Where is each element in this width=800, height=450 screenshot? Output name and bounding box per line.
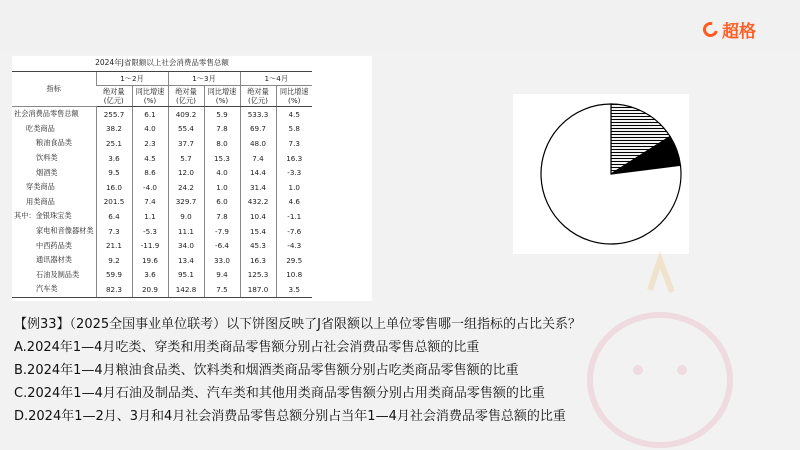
header-indicator: 指标 — [12, 72, 96, 107]
table-cell: 6.1 — [132, 107, 168, 122]
table-cell: 4.5 — [276, 107, 312, 122]
table-cell: 9.5 — [96, 165, 132, 180]
table-cell: 16.0 — [96, 180, 132, 195]
row-label: 穿类商品 — [26, 182, 55, 192]
table-cell: 7.3 — [96, 224, 132, 239]
table-cell: 7.5 — [204, 282, 240, 297]
table-cell: 3.5 — [276, 282, 312, 297]
table-cell: 16.3 — [276, 151, 312, 166]
table-cell: 142.8 — [168, 282, 204, 297]
table-row — [12, 180, 312, 195]
table-row — [12, 253, 312, 268]
header-growth: 同比增速 (%) — [276, 86, 312, 107]
table-row — [12, 151, 312, 166]
header-period: 1～2月 — [96, 72, 168, 86]
table-cell: 29.5 — [276, 253, 312, 268]
table-cell: 8.6 — [132, 165, 168, 180]
table-cell: 7.4 — [132, 195, 168, 210]
table-cell: -6.4 — [204, 238, 240, 253]
option-d[interactable]: D.2024年1—2月、3月和4月社会消费品零售总额分别占当年1—4月社会消费品零售总额的比重 — [14, 409, 566, 424]
data-table-panel — [12, 56, 372, 301]
table-cell: 201.5 — [96, 195, 132, 210]
table-cell: 69.7 — [240, 122, 276, 137]
table-row — [12, 122, 312, 137]
question-stem: 【例33】（2025全国事业单位联考）以下饼图反映了J省限额以上单位零售哪一组指标的占比关系？ — [14, 317, 581, 332]
table-cell: 9.4 — [204, 268, 240, 283]
table-cell: -7.9 — [204, 224, 240, 239]
table-cell: 7.4 — [240, 151, 276, 166]
header-growth: 同比增速 (%) — [204, 86, 240, 107]
table-cell: -7.6 — [276, 224, 312, 239]
table-cell: 31.4 — [240, 180, 276, 195]
table-cell: 533.3 — [240, 107, 276, 122]
table-cell: 21.1 — [96, 238, 132, 253]
table-cell: 16.3 — [240, 253, 276, 268]
brand-logo — [703, 18, 756, 40]
row-label: 吃类商品 — [26, 123, 55, 133]
table-cell: 1.1 — [132, 209, 168, 224]
table-cell: 11.1 — [168, 224, 204, 239]
table-cell: 15.3 — [204, 151, 240, 166]
option-c[interactable]: C.2024年1—4月石油及制品类、汽车类和其他用类商品零售额分别占用类商品零售额的比重 — [14, 386, 545, 401]
table-cell: 2.3 — [132, 136, 168, 151]
table-row — [12, 165, 312, 180]
table-cell: 10.4 — [240, 209, 276, 224]
table-cell: 55.4 — [168, 122, 204, 137]
table-cell: 255.7 — [96, 107, 132, 122]
table-cell: 12.0 — [168, 165, 204, 180]
table-cell: 3.6 — [96, 151, 132, 166]
table-cell: 34.0 — [168, 238, 204, 253]
header-growth: 同比增速 (%) — [132, 86, 168, 107]
table-cell: 7.8 — [204, 122, 240, 137]
table-cell: 37.7 — [168, 136, 204, 151]
table-cell: 82.3 — [96, 282, 132, 297]
table-cell: 4.0 — [132, 122, 168, 137]
table-cell: 6.0 — [204, 195, 240, 210]
row-label: 通讯器材类 — [36, 255, 72, 265]
header-amount: 绝对量 (亿元) — [96, 86, 132, 107]
header-amount: 绝对量 (亿元) — [168, 86, 204, 107]
table-cell: 33.0 — [204, 253, 240, 268]
table-cell: 9.0 — [168, 209, 204, 224]
table-row — [12, 209, 312, 224]
table-cell: 7.8 — [204, 209, 240, 224]
table-cell: -3.3 — [276, 165, 312, 180]
pie-chart-panel — [513, 94, 689, 254]
row-label: 其中：金银珠宝类 — [14, 211, 72, 221]
row-label: 中西药品类 — [36, 240, 72, 250]
table-cell: 5.8 — [276, 122, 312, 137]
table-cell: 59.9 — [96, 268, 132, 283]
row-label: 烟酒类 — [36, 167, 58, 177]
table-cell: -1.1 — [276, 209, 312, 224]
row-label: 用类商品 — [26, 196, 55, 206]
row-label: 家电和音像器材类 — [36, 226, 94, 236]
table-row — [12, 224, 312, 239]
header-amount: 绝对量 (亿元) — [240, 86, 276, 107]
header-period: 1～3月 — [168, 72, 240, 86]
option-b[interactable]: B.2024年1—4月粮油食品类、饮料类和烟酒类商品零售额分别占吃类商品零售额的比重 — [14, 363, 519, 378]
retail-sales-table — [12, 71, 312, 298]
top-bar — [0, 0, 800, 50]
table-cell: 9.2 — [96, 253, 132, 268]
row-label: 石油及制品类 — [36, 269, 80, 279]
table-cell: 3.6 — [132, 268, 168, 283]
brand-logo-text: 超格 — [722, 21, 756, 42]
table-cell: 4.5 — [132, 151, 168, 166]
table-cell: 13.4 — [168, 253, 204, 268]
table-cell: 125.3 — [240, 268, 276, 283]
row-label: 饮料类 — [36, 153, 58, 163]
table-cell: -11.9 — [132, 238, 168, 253]
table-cell: 14.4 — [240, 165, 276, 180]
table-cell: -5.3 — [132, 224, 168, 239]
option-a[interactable]: A.2024年1—4月吃类、穿类和用类商品零售额分别占社会消费品零售总额的比重 — [14, 340, 480, 355]
table-cell: -4.3 — [276, 238, 312, 253]
table-title: 2024年J省限额以上社会消费品零售总额 — [95, 58, 229, 67]
table-row — [12, 282, 312, 297]
table-cell: 7.3 — [276, 136, 312, 151]
table-cell: 6.4 — [96, 209, 132, 224]
row-label: 粮油食品类 — [36, 138, 72, 148]
table-cell: 187.0 — [240, 282, 276, 297]
table-row — [12, 195, 312, 210]
table-cell: 1.0 — [276, 180, 312, 195]
header-period: 1～4月 — [240, 72, 312, 86]
table-cell: 24.2 — [168, 180, 204, 195]
table-cell: 38.2 — [96, 122, 132, 137]
table-cell: 20.9 — [132, 282, 168, 297]
table-cell: 48.0 — [240, 136, 276, 151]
table-cell: 5.9 — [204, 107, 240, 122]
table-cell: 95.1 — [168, 268, 204, 283]
table-cell: 4.6 — [276, 195, 312, 210]
table-cell: 25.1 — [96, 136, 132, 151]
table-row — [12, 136, 312, 151]
row-label: 汽车类 — [12, 282, 96, 297]
table-cell: 10.8 — [276, 268, 312, 283]
pie-chart — [513, 94, 689, 254]
table-cell: 1.0 — [204, 180, 240, 195]
table-row — [12, 107, 312, 122]
table-cell: 19.6 — [132, 253, 168, 268]
table-cell: 409.2 — [168, 107, 204, 122]
question-block — [14, 313, 794, 428]
brand-logo-icon — [700, 19, 720, 39]
table-row — [12, 268, 312, 283]
table-header-periods — [12, 72, 312, 86]
table-row — [12, 238, 312, 253]
table-cell: 45.3 — [240, 238, 276, 253]
row-label: 社会消费品零售总额 — [14, 109, 79, 119]
table-cell: 4.0 — [204, 165, 240, 180]
table-cell: 5.7 — [168, 151, 204, 166]
table-cell: 15.4 — [240, 224, 276, 239]
table-body — [12, 107, 312, 298]
table-cell: 432.2 — [240, 195, 276, 210]
table-cell: 8.0 — [204, 136, 240, 151]
table-cell: 329.7 — [168, 195, 204, 210]
table-cell: -4.0 — [132, 180, 168, 195]
